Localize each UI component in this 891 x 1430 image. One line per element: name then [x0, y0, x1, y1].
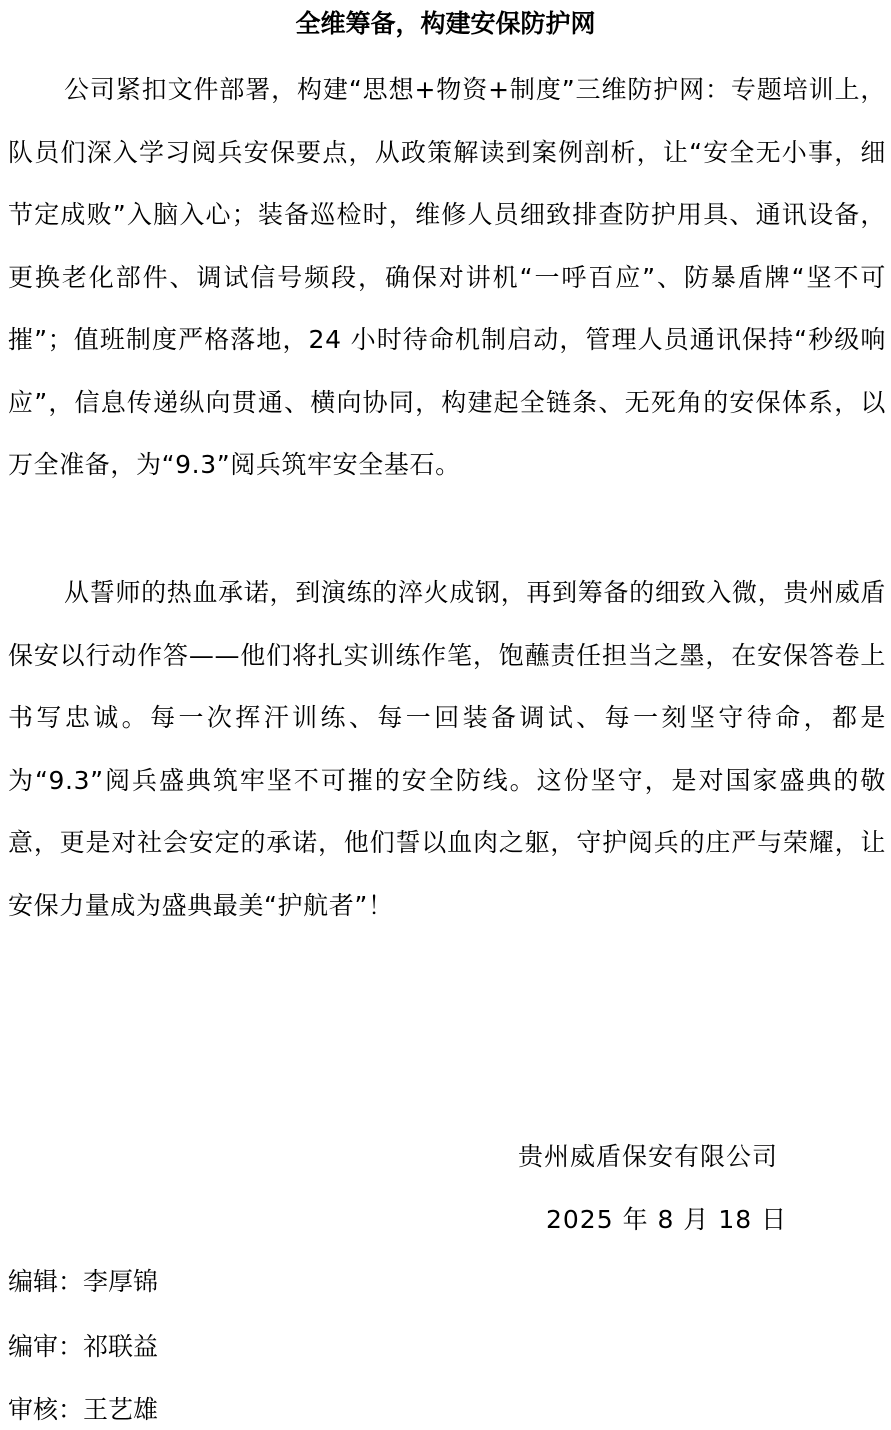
body-paragraph: 公司紧扣文件部署，构建“思想+物资+制度”三维防护网：专题培训上，队员们深入学习阅兵安保要点，从政策解读到案例剖析，让“安全无小事，细节定成败”入脑入心；装备巡检时，维修人员细致排查防护用具、通讯设备，更换老化部件、调试信号频段，确保对讲机“一呼百应”、防暴盾牌“坚不可摧”；值班制度严格落地，24 小时待命机制启动，管理人员通讯保持“秒级响应”，信息传递纵向贯通、横向协同，构建起全链条、无死角的安保体系，以万全准备，为“9.3”阅兵筑牢安全基石。 [8, 75, 886, 479]
document-title: 全维筹备，构建安保防护网 [295, 9, 596, 38]
reviewer-credit: 审核：王艺雄 [8, 1395, 159, 1424]
body-paragraph: 从誓师的热血承诺，到演练的淬火成钢，再到筹备的细致入微，贵州威盾保安以行动作答——他们将扎实训练作笔，饱蘸责任担当之墨，在安保答卷上书写忠诚。每一次挥汗训练、每一回装备调试、每一刻坚守待命，都是为“9.3”阅兵盛典筑牢坚不可摧的安全防线。这份坚守，是对国家盛典的敬意，更是对社会安定的承诺，他们誓以血肉之躯，守护阅兵的庄严与荣耀，让安保力量成为盛典最美“护航者”！ [8, 578, 886, 920]
signature-company: 贵州威盾保安有限公司 [518, 1142, 779, 1171]
copy-editor-credit: 编审：祁联益 [8, 1332, 159, 1361]
editor-credit: 编辑：李厚锦 [8, 1267, 159, 1296]
signature-date: 2025 年 8 月 18 日 [546, 1205, 788, 1234]
